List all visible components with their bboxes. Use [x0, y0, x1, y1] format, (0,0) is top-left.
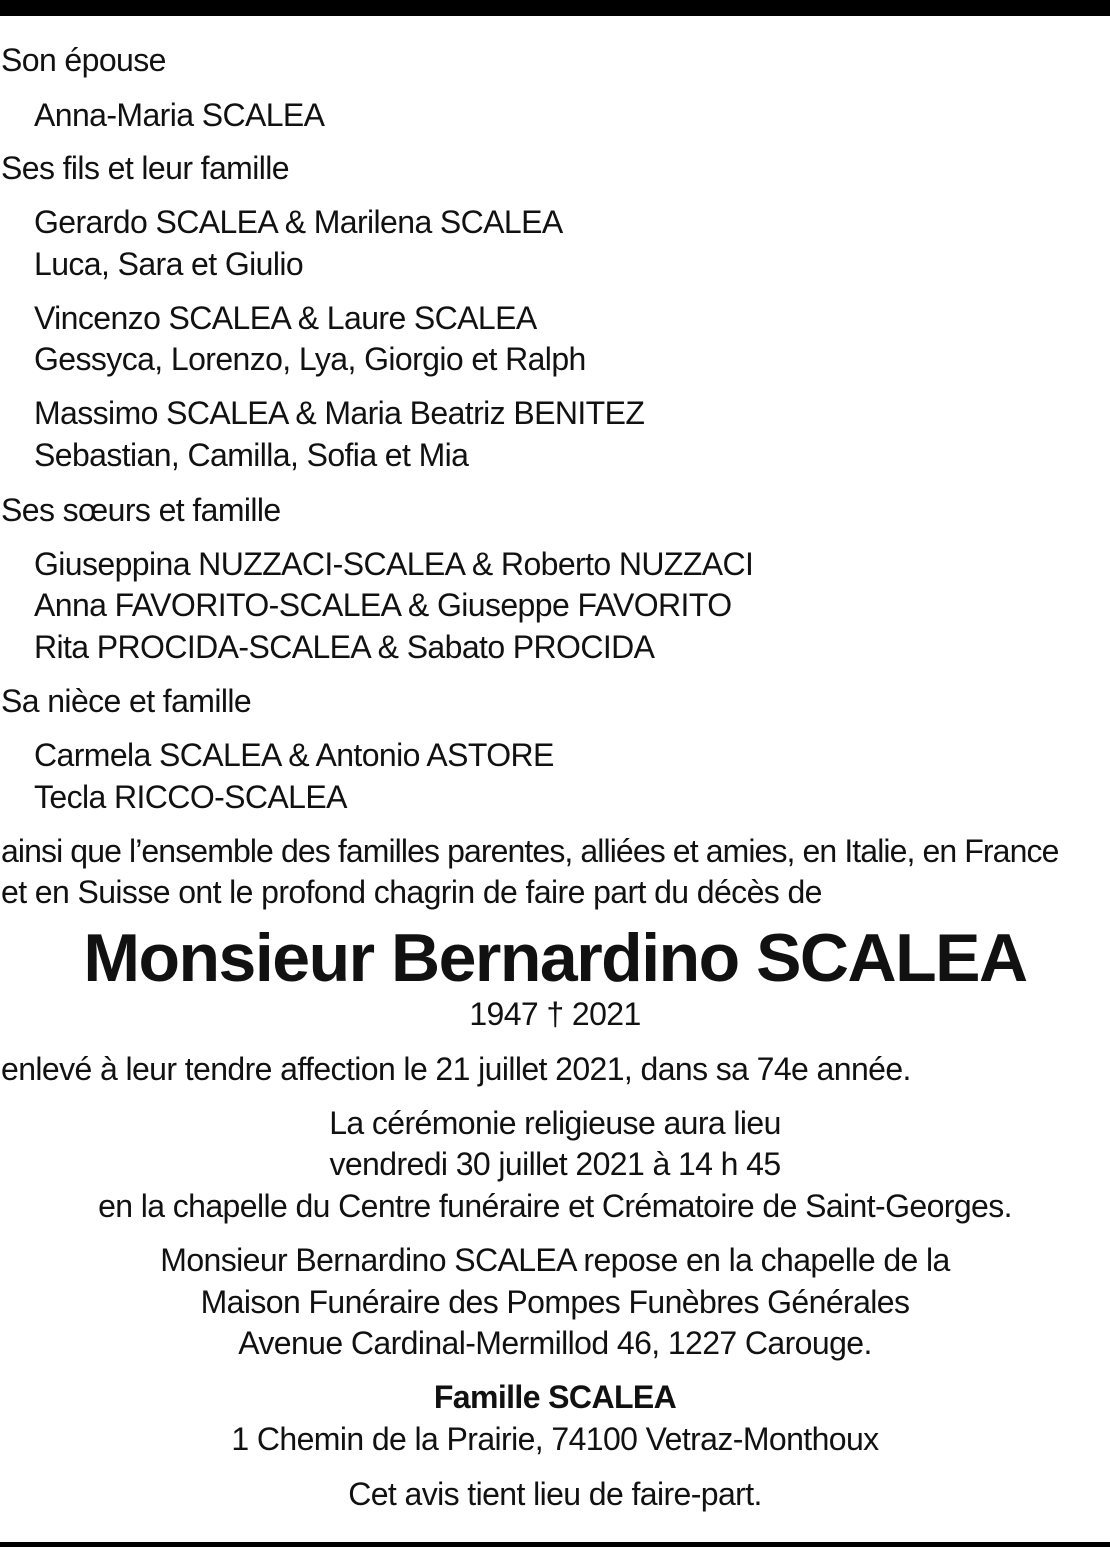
- niece-2: Tecla RICCO-SCALEA: [34, 779, 347, 815]
- son-2-children: Gessyca, Lorenzo, Lya, Giorgio et Ralph: [34, 341, 586, 377]
- announcement-line-2: et en Suisse ont le profond chagrin de faire part du décès de: [1, 874, 822, 910]
- announcement-line-1: ainsi que l’ensemble des familles parentes, alliées et amies, en Italie, en France: [1, 833, 1059, 869]
- sister-3: Rita PROCIDA-SCALEA & Sabato PROCIDA: [34, 629, 655, 665]
- niece-heading: Sa nièce et famille: [1, 683, 252, 719]
- death-line: enlevé à leur tendre affection le 21 juillet 2021, dans sa 74e année.: [1, 1051, 911, 1087]
- ceremony-line-1: La cérémonie religieuse aura lieu: [329, 1105, 781, 1141]
- closing-note: Cet avis tient lieu de faire-part.: [348, 1476, 762, 1512]
- top-rule: [0, 0, 1110, 16]
- rests-line-3: Avenue Cardinal-Mermillod 46, 1227 Carouge.: [238, 1325, 872, 1361]
- sons-heading: Ses fils et leur famille: [1, 150, 289, 186]
- family-contact-name: Famille SCALEA: [433, 1379, 677, 1415]
- sister-2: Anna FAVORITO-SCALEA & Giuseppe FAVORITO: [34, 587, 732, 623]
- niece-1: Carmela SCALEA & Antonio ASTORE: [34, 737, 554, 773]
- ceremony-line-3: en la chapelle du Centre funéraire et Crématoire de Saint-Georges.: [98, 1188, 1012, 1224]
- deceased-dates: 1947 † 2021: [469, 996, 641, 1032]
- deceased-name: Monsieur Bernardino SCALEA: [83, 920, 1027, 996]
- sisters-heading: Ses sœurs et famille: [1, 492, 281, 528]
- son-3-children: Sebastian, Camilla, Sofia et Mia: [34, 437, 469, 473]
- wife-heading: Son épouse: [1, 42, 166, 78]
- son-1-couple: Gerardo SCALEA & Marilena SCALEA: [34, 204, 563, 240]
- sister-1: Giuseppina NUZZACI-SCALEA & Roberto NUZZACI: [34, 546, 754, 582]
- son-1-children: Luca, Sara et Giulio: [34, 246, 304, 282]
- rests-line-2: Maison Funéraire des Pompes Funèbres Générales: [200, 1284, 910, 1320]
- ceremony-line-2: vendredi 30 juillet 2021 à 14 h 45: [329, 1146, 781, 1182]
- son-2-couple: Vincenzo SCALEA & Laure SCALEA: [34, 300, 537, 336]
- family-contact-address: 1 Chemin de la Prairie, 74100 Vetraz-Monthoux: [231, 1421, 879, 1457]
- bottom-rule: [0, 1542, 1110, 1547]
- rests-line-1: Monsieur Bernardino SCALEA repose en la chapelle de la: [160, 1242, 950, 1278]
- son-3-couple: Massimo SCALEA & Maria Beatriz BENITEZ: [34, 395, 645, 431]
- wife-name: Anna-Maria SCALEA: [34, 97, 325, 133]
